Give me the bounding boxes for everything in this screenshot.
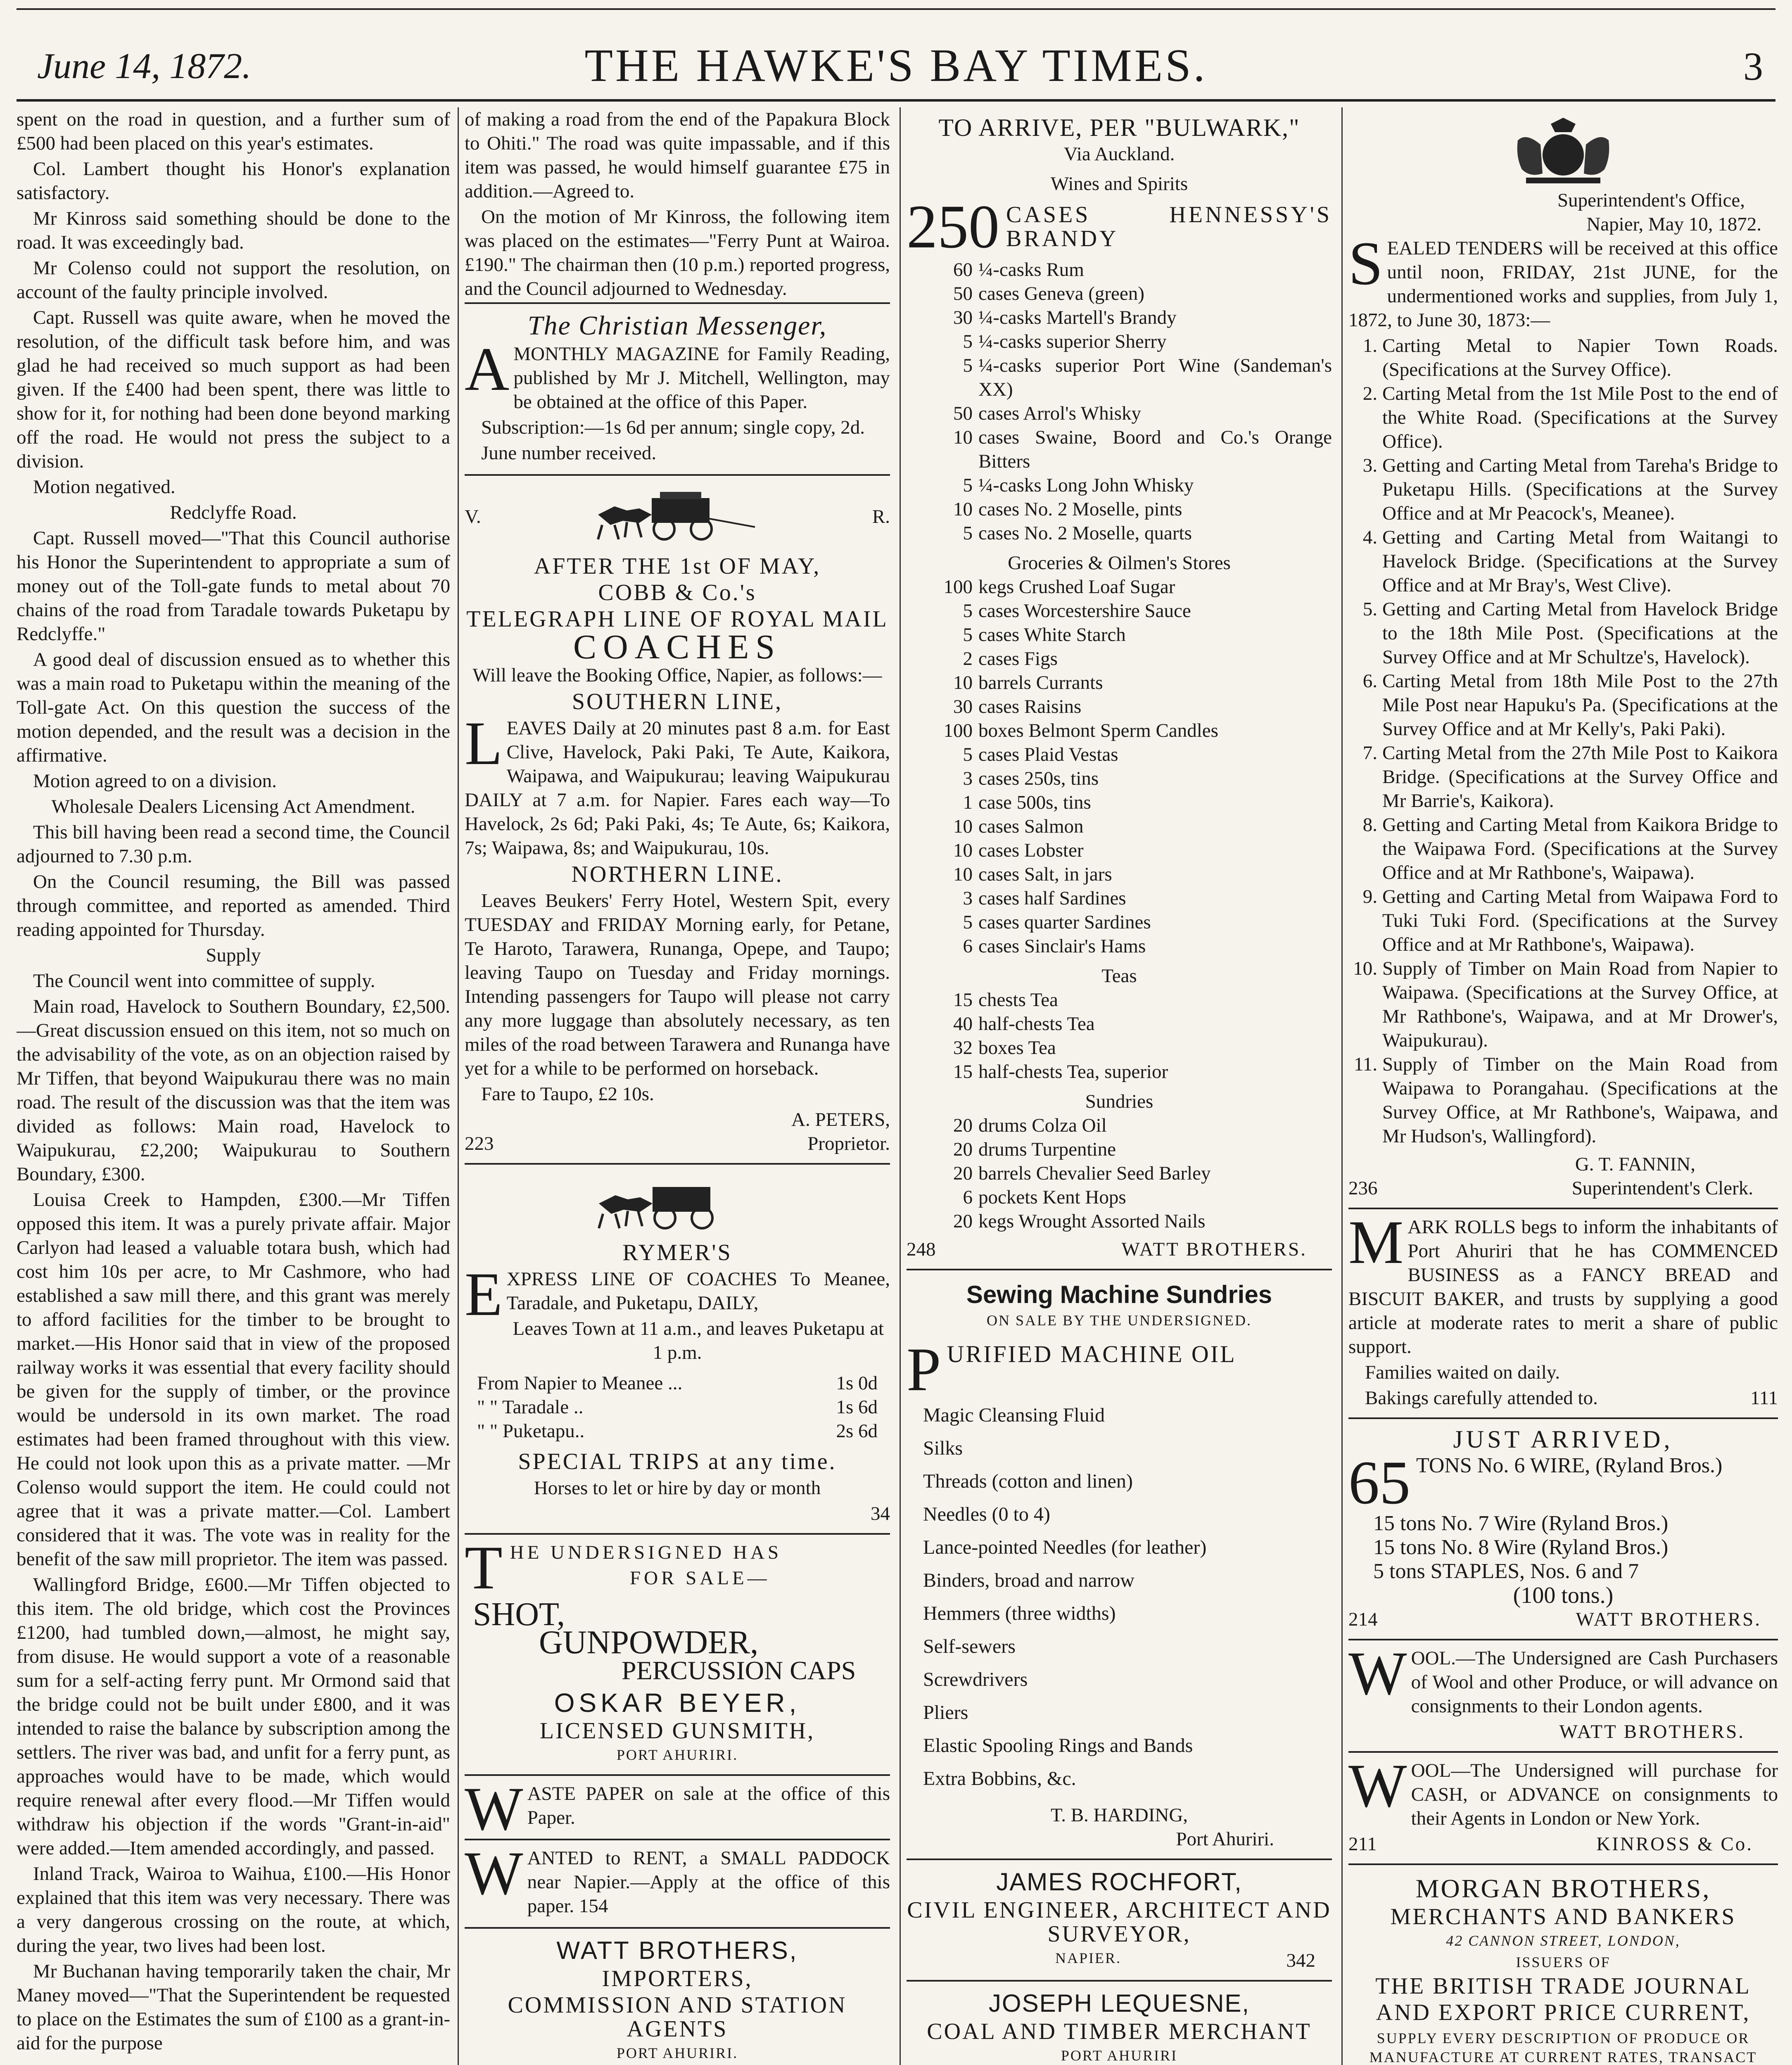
drop-cap: L bbox=[465, 709, 503, 778]
ad-line: MERCHANTS AND BANKERS bbox=[1390, 1904, 1736, 1930]
ad-james-rochfort bbox=[907, 1860, 1332, 1982]
ad-title: The Christian Messenger, bbox=[527, 311, 827, 341]
ad-line: COMMISSION AND STATION AGENTS bbox=[508, 1992, 847, 2042]
list-item: 40 half-chests Tea bbox=[953, 1013, 1095, 1035]
ad-line: Bakings carefully attended to. bbox=[1365, 1387, 1598, 1409]
list-item: 3 cases half Sardines bbox=[963, 888, 1126, 909]
article-paragraph: This bill having been read a second time, the Council adjourned to 7.30 p.m. bbox=[17, 821, 450, 867]
ad-line: Leaves Town at 11 a.m., and leaves Puketapu at 1 p.m. bbox=[513, 1318, 884, 1363]
ad-heading: TO ARRIVE, PER "BULWARK," bbox=[938, 114, 1300, 141]
list-item: Magic Cleansing Fluid bbox=[923, 1404, 1105, 1426]
ad-cobb-coaches bbox=[465, 476, 890, 1165]
ad-line: CIVIL ENGINEER, ARCHITECT AND SURVEYOR, bbox=[907, 1897, 1332, 1947]
list-item: 50 cases Geneva (green) bbox=[953, 283, 1144, 304]
list-item: 20 barrels Chevalier Seed Barley bbox=[953, 1163, 1211, 1184]
ad-body: XPRESS LINE OF COACHES To Meanee, Taradale, and Puketapu, DAILY, bbox=[506, 1268, 890, 1314]
coach-engraving-icon bbox=[590, 486, 763, 548]
drop-cap: A bbox=[465, 335, 510, 404]
ad-sealed-tenders bbox=[1348, 107, 1778, 1209]
list-item: 10 cases No. 2 Moselle, pints bbox=[953, 498, 1182, 520]
ad-body: OOL—The Undersigned will purchase for CASH, or ADVANCE on consignments to their Agents in London or New York. bbox=[1411, 1760, 1778, 1829]
ad-watt-bulwark bbox=[907, 107, 1332, 1270]
list-item: 3. Getting and Carting Metal from Tareha's Bridge to Puketapu Hills. (Specifications at the Survey Office and at Mr Peacock's, Meanee). bbox=[1362, 455, 1778, 524]
ad-heading: COACHES bbox=[573, 628, 782, 666]
ad-line: PORT AHURIRI. bbox=[616, 1747, 738, 1763]
list-item: 60 ¼-casks Rum bbox=[953, 259, 1084, 280]
royal-crest-icon bbox=[1501, 116, 1625, 186]
list-item: 5 cases No. 2 Moselle, quarts bbox=[963, 522, 1192, 544]
ad-line: (100 tons.) bbox=[1513, 1583, 1614, 1608]
drop-cap: S bbox=[1348, 229, 1383, 298]
list-item: 5 ¼-casks superior Port Wine (Sandeman's XX) bbox=[963, 355, 1332, 400]
ad-body: EAVES Daily at 20 minutes past 8 a.m. for East Clive, Havelock, Paki Paki, Te Aute, Kaikora, Waipawa, and Waipukurau; leaving Waipukurau DAILY at 7 a.m. for Napier. Fares each way—To Havelock, 2s 6d; Paki Paki, 4s; Te Aute, 6s; Kaikora, 7s; Waipawa, 8s; and Waipukurau, 10s. bbox=[465, 717, 890, 859]
list-item: 5 cases quarter Sardines bbox=[963, 911, 1151, 933]
ad-body: ASTE PAPER on sale at the office of this Paper. bbox=[527, 1783, 890, 1828]
list-item: Binders, broad and narrow bbox=[923, 1569, 1135, 1591]
ad-name: WATT BROTHERS, bbox=[556, 1937, 798, 1964]
list-item: 30 cases Raisins bbox=[953, 696, 1082, 717]
section-heading: Wholesale Dealers Licensing Act Amendment. bbox=[51, 796, 415, 817]
list-item: 15 chests Tea bbox=[953, 989, 1058, 1011]
ad-subheading: Teas bbox=[1101, 965, 1137, 987]
list-item: 20 drums Turpentine bbox=[953, 1139, 1116, 1160]
ad-line: TONS No. 6 WIRE, (Ryland Bros.) bbox=[1416, 1454, 1723, 1477]
drop-cap: W bbox=[1348, 1639, 1407, 1708]
drop-cap: E bbox=[465, 1260, 503, 1329]
list-item: 30 ¼-casks Martell's Brandy bbox=[953, 307, 1177, 328]
list-item: 5 ¼-casks Long John Whisky bbox=[963, 475, 1194, 496]
list-item: 2. Carting Metal from the 1st Mile Post to the end of the White Road. (Specifications at the Survey Office). bbox=[1362, 383, 1778, 452]
ad-line: COAL AND TIMBER MERCHANT bbox=[927, 2019, 1312, 2044]
column-rule bbox=[458, 107, 459, 2065]
list-item: 8. Getting and Carting Metal from Kaikora Bridge to the Waipawa Ford. (Specifications at the Survey Office and at Mr Rathbone's, Waipawa). bbox=[1362, 814, 1778, 883]
ad-number: 211 bbox=[1348, 1833, 1377, 1855]
issue-date: June 14, 1872. bbox=[37, 46, 252, 86]
section-heading: Supply bbox=[206, 945, 261, 966]
list-item: 5. Getting and Carting Metal from Havelock Bridge to the 18th Mile Post. (Specifications at the Survey Office and at Mr Schultze's, Havelock). bbox=[1362, 598, 1778, 668]
big-item: CASES HENNESSY'S BRANDY bbox=[1006, 202, 1332, 252]
list-item: Lance-pointed Needles (for leather) bbox=[923, 1536, 1207, 1558]
list-item: Threads (cotton and linen) bbox=[923, 1470, 1133, 1492]
list-item: 10 barrels Currants bbox=[953, 672, 1103, 693]
ad-line: THE BRITISH TRADE JOURNAL bbox=[1375, 1973, 1751, 1999]
masthead bbox=[17, 21, 1775, 102]
ad-line: Superintendent's Office, bbox=[1557, 190, 1745, 211]
ad-subheading: Groceries & Oilmen's Stores bbox=[1008, 552, 1231, 574]
list-item: Self-sewers bbox=[923, 1635, 1016, 1657]
ad-signature: WATT BROTHERS. bbox=[1121, 1239, 1307, 1260]
fare-value: 1s 0d bbox=[836, 1372, 878, 1394]
fare-value: 1s 6d bbox=[836, 1396, 878, 1418]
drop-cap: P bbox=[907, 1335, 943, 1404]
ad-line: Will leave the Booking Office, Napier, as follows:— bbox=[472, 665, 882, 686]
fare-value: 2s 6d bbox=[836, 1420, 878, 1442]
ad-line: Napier, May 10, 1872. bbox=[1586, 214, 1761, 235]
list-item: 10 cases Lobster bbox=[953, 840, 1084, 861]
ad-line: SPECIAL TRIPS at any time. bbox=[518, 1449, 837, 1474]
list-item: 5 cases Plaid Vestas bbox=[963, 744, 1118, 765]
list-item: 1 case 500s, tins bbox=[963, 792, 1091, 813]
big-quantity: 250 bbox=[907, 192, 999, 261]
ad-line: NAPIER. bbox=[1055, 1950, 1122, 1966]
ad-subheading: SOUTHERN LINE, bbox=[572, 689, 783, 714]
ad-line: IMPORTERS, bbox=[602, 1966, 753, 1991]
ad-body: OOL.—The Undersigned are Cash Purchasers of Wool and other Produce, or will advance on consignments to their London agents. bbox=[1411, 1647, 1778, 1717]
list-item: 6 cases Sinclair's Hams bbox=[963, 935, 1146, 957]
ad-number: 223 bbox=[465, 1133, 494, 1154]
ad-subheading: Wines and Spirits bbox=[1050, 173, 1188, 195]
ad-joseph-lequesne bbox=[907, 1982, 1332, 2065]
list-item: Elastic Spooling Rings and Bands bbox=[923, 1735, 1193, 1756]
list-item: 10. Supply of Timber on Main Road from Napier to Waipawa. (Specifications at the Survey Office, at Mr Rathbone's, Waipawa, and at Mr Drower's, Waipukurau). bbox=[1353, 958, 1778, 1051]
ad-name: MORGAN BROTHERS, bbox=[1415, 1874, 1711, 1903]
list-item: 50 cases Arrol's Whisky bbox=[953, 403, 1141, 424]
ad-oskar-beyer bbox=[465, 1535, 890, 1776]
ad-line: ON SALE BY THE UNDERSIGNED. bbox=[987, 1312, 1252, 1329]
article-paragraph: Mr Buchanan having temporarily taken the chair, Mr Maney moved—"That the Superintendent be requested to place on the Estimates the sum of £100 as a grant-in-aid for the purpose bbox=[17, 1961, 450, 2054]
r-mark: R. bbox=[872, 506, 890, 527]
coach-engraving-icon bbox=[591, 1175, 764, 1237]
article-paragraph: Capt. Russell moved—"That this Council authorise his Honor the Superintendent to appropriate a sum of money out of the Toll-gate funds to metal about 70 chains of the road from Taradale towards Puketapu by Redclyffe." bbox=[17, 527, 450, 645]
v-mark: V. bbox=[465, 506, 481, 527]
article-paragraph: On the Council resuming, the Bill was passed through committee, and reported as amended. Third reading appointed for Thursday. bbox=[17, 871, 450, 940]
fare-label: " " Taradale .. bbox=[477, 1396, 584, 1418]
newspaper-title: THE HAWKE'S BAY TIMES. bbox=[584, 40, 1208, 91]
article-paragraph: Mr Kinross said something should be done to the road. It was exceedingly bad. bbox=[17, 208, 450, 253]
ad-line: Horses to let or hire by day or month bbox=[534, 1477, 821, 1499]
column-rule bbox=[900, 107, 901, 2065]
ad-wool-kinross bbox=[1348, 1753, 1778, 1865]
page-number: 3 bbox=[1743, 44, 1763, 88]
ad-line: AND EXPORT PRICE CURRENT, bbox=[1376, 2000, 1751, 2025]
big-quantity: 65 bbox=[1348, 1448, 1410, 1517]
top-rule bbox=[17, 8, 1775, 10]
list-item: 15 half-chests Tea, superior bbox=[953, 1061, 1168, 1082]
ad-number: 154 bbox=[579, 1895, 608, 1917]
ad-number: 248 bbox=[907, 1239, 936, 1260]
ad-body: MONTHLY MAGAZINE for Family Reading, published by Mr J. Mitchell, Wellington, may be obtained at the office of this Paper. bbox=[513, 343, 890, 413]
ad-line: LICENSED GUNSMITH, bbox=[539, 1718, 815, 1744]
ad-line: 42 CANNON STREET, LONDON, bbox=[1446, 1932, 1680, 1949]
ad-heading: RYMER'S bbox=[622, 1240, 732, 1265]
column-2 bbox=[465, 107, 890, 2065]
list-item: 6 pockets Kent Hops bbox=[963, 1187, 1126, 1208]
list-item: 100 boxes Belmont Sperm Candles bbox=[943, 720, 1218, 741]
article-paragraph: Louisa Creek to Hampden, £300.—Mr Tiffen opposed this item. It was a purely private affair. Major Carlyon had leased a valuable totara bush, which had cost him 10s per acre, to Mr Cashmore, who had established a saw mill there, and this grant was merely to afford facilities for the timber to be brought to market.—His Honor said that in view of the proposed railway works it was essential that every facility should be given for the supply of timber, or the province would be undersold in its own market. The road estimates had been framed throughout with this view. He could not look upon this as a private matter. —Mr Colenso would support the item. He could could not agree that it was a private matter.—Col. Lambert considered that it was. The vote was in reality for the benefit of the saw mill proprietor. The item was passed. bbox=[17, 1189, 450, 1570]
article-paragraph: A good deal of discussion ensued as to whether this was a main road to Puketapu within the meaning of the Toll-gate Act. On this question the success of the motion depended, and the result was a decision in the affirmative. bbox=[17, 649, 450, 766]
ad-number: 214 bbox=[1348, 1609, 1378, 1630]
drop-cap: T bbox=[465, 1533, 506, 1602]
list-item: 2 cases Figs bbox=[963, 648, 1058, 669]
article-paragraph: spent on the road in question, and a further sum of £500 had been placed on this year's estimates. bbox=[17, 109, 450, 154]
list-item: Needles (0 to 4) bbox=[923, 1503, 1050, 1525]
list-item: 9. Getting and Carting Metal from Waipawa Ford to Tuki Tuki Ford. (Specifications at the Survey Office and at Mr Rathbone's, Waipawa). bbox=[1362, 886, 1778, 955]
ad-number: 111 bbox=[1750, 1387, 1778, 1409]
drop-cap: W bbox=[465, 1775, 523, 1843]
list-item: Screwdrivers bbox=[923, 1669, 1028, 1690]
list-item: 32 boxes Tea bbox=[953, 1037, 1056, 1059]
column-4 bbox=[1348, 107, 1778, 2065]
article-paragraph: Col. Lambert thought his Honor's explanation satisfactory. bbox=[17, 158, 450, 204]
ad-subheading: NORTHERN LINE. bbox=[571, 862, 783, 887]
list-item: Silks bbox=[923, 1437, 963, 1459]
ad-line: 15 tons No. 8 Wire (Ryland Bros.) bbox=[1373, 1536, 1669, 1559]
list-item: 10 cases Swaine, Boord and Co.'s Orange Bitters bbox=[953, 427, 1332, 472]
list-item: 7. Carting Metal from the 27th Mile Post to Kaikora Bridge. (Specifications at the Survey Office and Mr Barrie's, Kaikora). bbox=[1362, 742, 1778, 812]
ad-line: HE UNDERSIGNED HAS bbox=[510, 1542, 782, 1563]
ad-name: OSKAR BEYER, bbox=[554, 1688, 801, 1718]
list-item: 5 ¼-casks superior Sherry bbox=[963, 331, 1167, 352]
article-paragraph: Inland Track, Wairoa to Waihua, £100.—His Honor explained that this item was very necessary. There was a very dangerous crossing on the route, at which, during the year, two lives had been lost. bbox=[17, 1863, 450, 1956]
ad-item: PERCUSSION CAPS bbox=[622, 1656, 856, 1685]
article-paragraph: Wallingford Bridge, £600.—Mr Tiffen objected to this item. The old bridge, which cost the Provinces £1200, had tumbled down,—almost, he might say, from disuse. He would support a vote of a reasonable sum for a self-acting ferry punt. Mr Ormond said that the bridge could not be built under £800, and it was intended to raise the balance by subscription among the settlers. The river was bad, and unfit for a ferry punt, as approaches would have to be made, which would require renewal after every flood.—Mr Tiffen would withdraw his objection if the words "Grant-in-aid" were added.—Item amended accordingly, and passed. bbox=[17, 1574, 450, 1859]
list-item: 10 cases Salt, in jars bbox=[953, 864, 1112, 885]
list-item: 10 cases Salmon bbox=[953, 816, 1084, 837]
article-paragraph: Mr Colenso could not support the resolution, on account of the faulty principle involved. bbox=[17, 257, 450, 303]
ad-watt-brothers bbox=[465, 1929, 890, 2065]
ad-sewing-machine-sundries bbox=[907, 1270, 1332, 1860]
section-heading: Redclyffe Road. bbox=[170, 502, 297, 523]
ad-rymers bbox=[465, 1165, 890, 1535]
ad-wool-watt bbox=[1348, 1640, 1778, 1753]
list-item: 5 cases Worcestershire Sauce bbox=[963, 600, 1191, 622]
ad-line: TELEGRAPH LINE OF ROYAL MAIL bbox=[466, 606, 888, 632]
list-item: 5 cases White Starch bbox=[963, 624, 1126, 646]
ad-line: COBB & Co.'s bbox=[598, 580, 757, 605]
ad-line: AFTER THE 1st OF MAY, bbox=[534, 553, 821, 579]
ad-name: JAMES ROCHFORT, bbox=[996, 1868, 1242, 1896]
list-item: 6. Carting Metal from 18th Mile Post to the 27th Mile Post near Hapuku's Pa. (Specifications at the Survey Office and at Mr Kelly's, Paki Paki). bbox=[1362, 670, 1778, 740]
article-paragraph: Main road, Havelock to Southern Boundary, £2,500.—Great discussion ensued on this item, not so much on the advisability of the vote, as on an objection raised by Mr Tiffen, that beyond Waipukurau there was no main road. The result of the discussion was that the item was divided as follows: Main road, Havelock to Waipukurau, £2,200; Waipukurau to Southern Boundary, £300. bbox=[17, 996, 450, 1185]
ad-line: URIFIED MACHINE OIL bbox=[947, 1341, 1237, 1367]
list-item: 3 cases 250s, tins bbox=[963, 768, 1099, 789]
ad-signature: KINROSS & Co. bbox=[1596, 1833, 1753, 1855]
ad-morgan-brothers bbox=[1348, 1865, 1778, 2065]
ad-number: 236 bbox=[1348, 1177, 1378, 1199]
drop-cap: W bbox=[1348, 1752, 1407, 1820]
fare-label: " " Puketapu.. bbox=[477, 1420, 585, 1442]
drop-cap: M bbox=[1348, 1208, 1404, 1277]
ad-item: GUNPOWDER, bbox=[539, 1624, 759, 1661]
list-item: 1. Carting Metal to Napier Town Roads. (Specifications at the Survey Office). bbox=[1362, 335, 1778, 380]
ad-line: PORT AHURIRI bbox=[1061, 2047, 1178, 2064]
ad-waste-paper bbox=[465, 1775, 890, 1843]
ad-signature: WATT BROTHERS. bbox=[1576, 1609, 1761, 1630]
ad-mark-rolls bbox=[1348, 1209, 1778, 1419]
ad-item: SHOT, bbox=[473, 1596, 565, 1633]
ad-wanted-to-rent bbox=[465, 1840, 890, 1929]
ad-place: Port Ahuriri. bbox=[1176, 1828, 1274, 1850]
ad-line: Via Auckland. bbox=[1063, 143, 1175, 165]
article-paragraph: Motion agreed to on a division. bbox=[33, 770, 277, 792]
ad-line: SUPPLY EVERY DESCRIPTION OF PRODUCE OR MANUFACTURE AT CURRENT RATES, TRANSACT bbox=[1369, 2030, 1757, 2065]
ad-body: EALED TENDERS will be received at this office until noon, FRIDAY, 21st JUNE, for the undermentioned works and supplies, from July 1, 1872, to June 30, 1873:— bbox=[1348, 237, 1778, 331]
ad-body: Leaves Beukers' Ferry Hotel, Western Spit, every TUESDAY and FRIDAY Morning early, for Petane, Te Haroto, Tarawera, Runanga, Opepe, and Taupo; leaving Taupo on Tuesday and Friday mornings. Intending passengers for Taupo will please not carry any more luggage than absolutely necessary, as ten miles of the road between Tarawera and Runanga have yet for a while to be performed on horseback. bbox=[465, 890, 890, 1079]
ad-role: Superintendent's Clerk. bbox=[1571, 1177, 1753, 1199]
ad-role: Proprietor. bbox=[807, 1133, 890, 1154]
ad-line: Families waited on daily. bbox=[1365, 1362, 1560, 1383]
ad-line: FOR SALE— bbox=[629, 1567, 770, 1589]
fare-label: From Napier to Meanee ... bbox=[477, 1372, 683, 1394]
ad-heading: JUST ARRIVED, bbox=[1453, 1426, 1673, 1453]
article-paragraph: The Council went into committee of supply. bbox=[33, 970, 375, 992]
ad-wire bbox=[1348, 1419, 1778, 1640]
ad-signature: G. T. FANNIN, bbox=[1575, 1154, 1695, 1175]
column-rule bbox=[1341, 107, 1343, 2065]
column-3 bbox=[907, 107, 1332, 2065]
list-item: 20 drums Colza Oil bbox=[953, 1115, 1107, 1136]
article-paragraph: Capt. Russell was quite aware, when he moved the resolution, of the difficult task before him, and was glad he had received so much support as had been given. If the £400 had been spent, there was little to show for it, for nothing had been done beyond marking off the road. He would not press the subject to a division. bbox=[17, 307, 450, 472]
ad-christian-messenger bbox=[465, 302, 890, 476]
ad-number: 342 bbox=[1286, 1950, 1315, 1971]
list-item: Pliers bbox=[923, 1702, 968, 1723]
column-1 bbox=[17, 107, 450, 2065]
article-paragraph: On the motion of Mr Kinross, the following item was placed on the estimates—"Ferry Punt at Wairoa. £190." The chairman then (10 p.m.) reported progress, and the Council adjourned to Wednesday. bbox=[465, 206, 890, 299]
ad-line: ISSUERS OF bbox=[1516, 1954, 1611, 1970]
list-item: Extra Bobbins, &c. bbox=[923, 1768, 1076, 1790]
list-item: Hemmers (three widths) bbox=[923, 1602, 1116, 1624]
ad-line: Fare to Taupo, £2 10s. bbox=[481, 1083, 654, 1105]
ad-signature: A. PETERS, bbox=[791, 1109, 890, 1130]
ad-line: 15 tons No. 7 Wire (Ryland Bros.) bbox=[1373, 1512, 1669, 1535]
ad-line: Subscription:—1s 6d per annum; single copy, 2d. bbox=[481, 417, 865, 438]
ad-signature: T. B. HARDING, bbox=[1050, 1804, 1188, 1826]
list-item: 20 kegs Wrought Assorted Nails bbox=[953, 1211, 1206, 1232]
list-item: 4. Getting and Carting Metal from Waitangi to Havelock Bridge. (Specifications at the Survey Office and at Mr Bray's, West Clive). bbox=[1362, 527, 1778, 596]
ad-heading: Sewing Machine Sundries bbox=[966, 1281, 1272, 1308]
article-paragraph: of making a road from the end of the Papakura Block to Ohiti." The road was quite impassable, and if this item was passed, he would himself guarantee £75 in addition.—Agreed to. bbox=[465, 109, 890, 202]
ad-number: 34 bbox=[871, 1503, 890, 1524]
ad-body: ARK ROLLS begs to inform the inhabitants of Port Ahuriri that he has COMMENCED BUSINESS as a FANCY BREAD and BISCUIT BAKER, and trusts by supplying a good article at moderate rates to merit a share of public support. bbox=[1348, 1216, 1778, 1358]
ad-name: JOSEPH LEQUESNE, bbox=[988, 1989, 1250, 2017]
list-item: 100 kegs Crushed Loaf Sugar bbox=[943, 576, 1175, 598]
ad-subheading: Sundries bbox=[1085, 1091, 1154, 1112]
list-item: 11. Supply of Timber on the Main Road from Waipawa to Porangahau. (Specifications at the Survey Office, at Mr Rathbone's, Waipawa, and Mr Hudson's, Wallingford). bbox=[1353, 1054, 1778, 1147]
ad-signature: WATT BROTHERS. bbox=[1559, 1721, 1745, 1742]
article-paragraph: Motion negatived. bbox=[33, 476, 176, 498]
ad-line: PORT AHURIRI. bbox=[616, 2045, 738, 2061]
drop-cap: W bbox=[465, 1839, 523, 1908]
ad-line: June number received. bbox=[481, 442, 657, 464]
ad-body: ANTED to RENT, a SMALL PADDOCK near Napier.—Apply at the office of this paper. bbox=[527, 1847, 890, 1917]
ad-line: 5 tons STAPLES, Nos. 6 and 7 bbox=[1373, 1559, 1639, 1583]
